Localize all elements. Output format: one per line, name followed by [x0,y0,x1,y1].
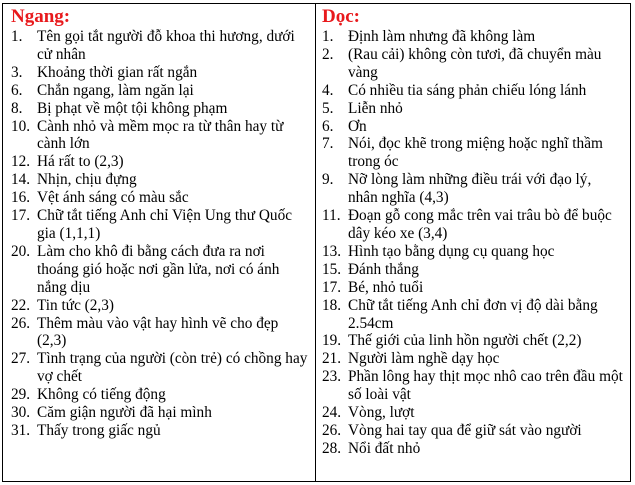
clue-text: Thấy trong giấc ngủ [37,421,161,439]
clue-number: 14. [11,171,31,189]
clue-item [11,153,309,171]
clue-item [322,28,624,46]
clue-item [11,297,309,315]
clue-number: 31. [11,421,31,439]
clue-number: 20. [11,242,31,260]
clue-item [322,297,624,333]
clue-item [11,207,309,243]
clue-item [322,332,624,350]
clue-number: 22. [11,296,31,314]
down-column [316,4,630,481]
clue-item [322,118,624,136]
clue-number: 8. [11,99,23,117]
clue-text: Vệt ánh sáng có màu sắc [37,189,189,207]
clue-text: Hình tạo bằng dụng cụ quang học [348,242,555,260]
clue-text: Thêm màu vào vật hay hình vẽ cho đẹp (2,3) [37,314,279,350]
clue-text: Vòng, lượt [348,404,415,422]
clue-text: Vòng hai tay qua để giữ sát vào người [348,421,582,439]
clue-item [322,46,624,82]
clue-number: 7. [322,135,334,153]
clue-number: 3. [11,63,23,81]
clue-text: (Rau cải) không còn tươi, đã chuyển màu vàng [348,45,602,81]
clue-number: 16. [11,189,31,207]
clue-item [11,243,309,297]
clue-text: Đoạn gỗ cong mắc trên vai trâu bò để buộc dây kéo xe (3,4) [348,207,612,242]
clue-item [11,404,309,422]
clue-item [11,82,309,100]
across-heading: Ngang: [11,6,71,27]
clue-number: 1. [11,28,23,45]
across-clue-list [11,28,309,440]
clue-number: 12. [11,153,31,171]
clue-number: 29. [11,386,31,404]
clue-text: Nỡ lòng làm những điều trái với đạo lý, nhân nghĩa (4,3) [348,171,592,207]
across-column [3,4,316,481]
clue-text: Nói, đọc khẽ trong miệng hoặc nghĩ thầm trong óc [348,135,603,171]
clue-text: Nhịn, chịu đựng [37,171,137,189]
clue-number: 4. [322,81,334,99]
clue-item [322,135,624,171]
clue-number: 17. [11,207,31,225]
clue-number: 10. [11,117,31,135]
clue-text: Liễn nhỏ [348,99,403,117]
clue-item [322,82,624,100]
clue-item [322,422,624,440]
clue-item [322,404,624,422]
clue-number: 2. [322,45,334,63]
clue-item [11,100,309,118]
clue-item [11,118,309,154]
clue-text: Người làm nghề dạy học [348,350,500,368]
clue-item [11,350,309,386]
clue-item [322,100,624,118]
clue-text: Căm giận người đã hại mình [37,404,212,422]
clue-item [322,207,624,243]
clue-item [322,171,624,207]
clue-number: 21. [322,350,342,368]
clue-text: Đánh thắng [348,260,419,278]
down-heading: Dọc: [322,6,360,27]
clue-text: Chắn ngang, làm ngăn lại [37,81,194,99]
clue-item [322,279,624,297]
clue-number: 5. [322,99,334,117]
clue-number: 23. [322,368,342,386]
clue-text: Tình trạng của người (còn trẻ) có chồng hay vợ chết [37,350,308,386]
clue-item [322,440,624,458]
clue-number: 9. [322,171,334,189]
clue-text: Ơn [348,117,367,135]
clue-number: 15. [322,260,342,278]
clue-number: 6. [322,117,334,135]
clue-item [322,243,624,261]
clue-number: 13. [322,242,342,260]
clue-item [322,368,624,404]
clue-item [11,422,309,440]
clue-text: Cành nhỏ và mềm mọc ra từ thân hay từ cành lớn [37,117,284,153]
clue-number: 26. [11,314,31,332]
clue-number: 11. [322,207,341,225]
clue-item [11,189,309,207]
clue-text: Bị phạt về một tội không phạm [37,99,228,117]
clue-text: Tên gọi tắt người đỗ khoa thi hương, dưới cử nhân [37,28,295,63]
clue-number: 6. [11,81,23,99]
clue-text: Thế giới của linh hồn người chết (2,2) [348,332,582,350]
clue-text: Làm cho khô đi bằng cách đưa ra nơi thoáng gió hoặc nơi gần lửa, nơi có ánh nắng dịu [37,242,280,296]
clue-number: 24. [322,404,342,422]
clue-text: Có nhiều tia sáng phản chiếu lóng lánh [348,81,587,99]
clue-item [11,28,309,64]
clue-item [11,386,309,404]
clue-text: Phần lông hay thịt mọc nhô cao trên đầu một số loài vật [348,368,623,404]
clue-text: Khoảng thời gian rất ngắn [37,63,198,81]
clue-text: Há rất to (2,3) [37,153,124,171]
clue-number: 18. [322,296,342,314]
clue-number: 17. [322,278,342,296]
clue-number: 27. [11,350,31,368]
clue-item [11,171,309,189]
clue-text: Định làm nhưng đã không làm [348,28,536,45]
clue-number: 1. [322,28,334,45]
clue-text: Chữ tắt tiếng Anh chỉ đơn vị độ dài bằng 2.54cm [348,296,598,332]
clue-item [11,64,309,82]
clue-item [322,261,624,279]
down-clue-list [322,28,624,458]
clue-text: Không có tiếng động [37,386,166,404]
clue-text: Nổi đất nhỏ [348,439,421,457]
clue-number: 30. [11,404,31,422]
clue-number: 19. [322,332,342,350]
clue-number: 28. [322,439,342,457]
crossword-clue-table [2,3,631,482]
clue-item [11,315,309,351]
clue-text: Bé, nhỏ tuổi [348,278,424,296]
clue-text: Chữ tắt tiếng Anh chỉ Viện Ung thư Quốc gia (1,1,1) [37,207,293,242]
clue-text: Tin tức (2,3) [37,296,114,314]
clue-item [322,350,624,368]
clue-number: 26. [322,421,342,439]
